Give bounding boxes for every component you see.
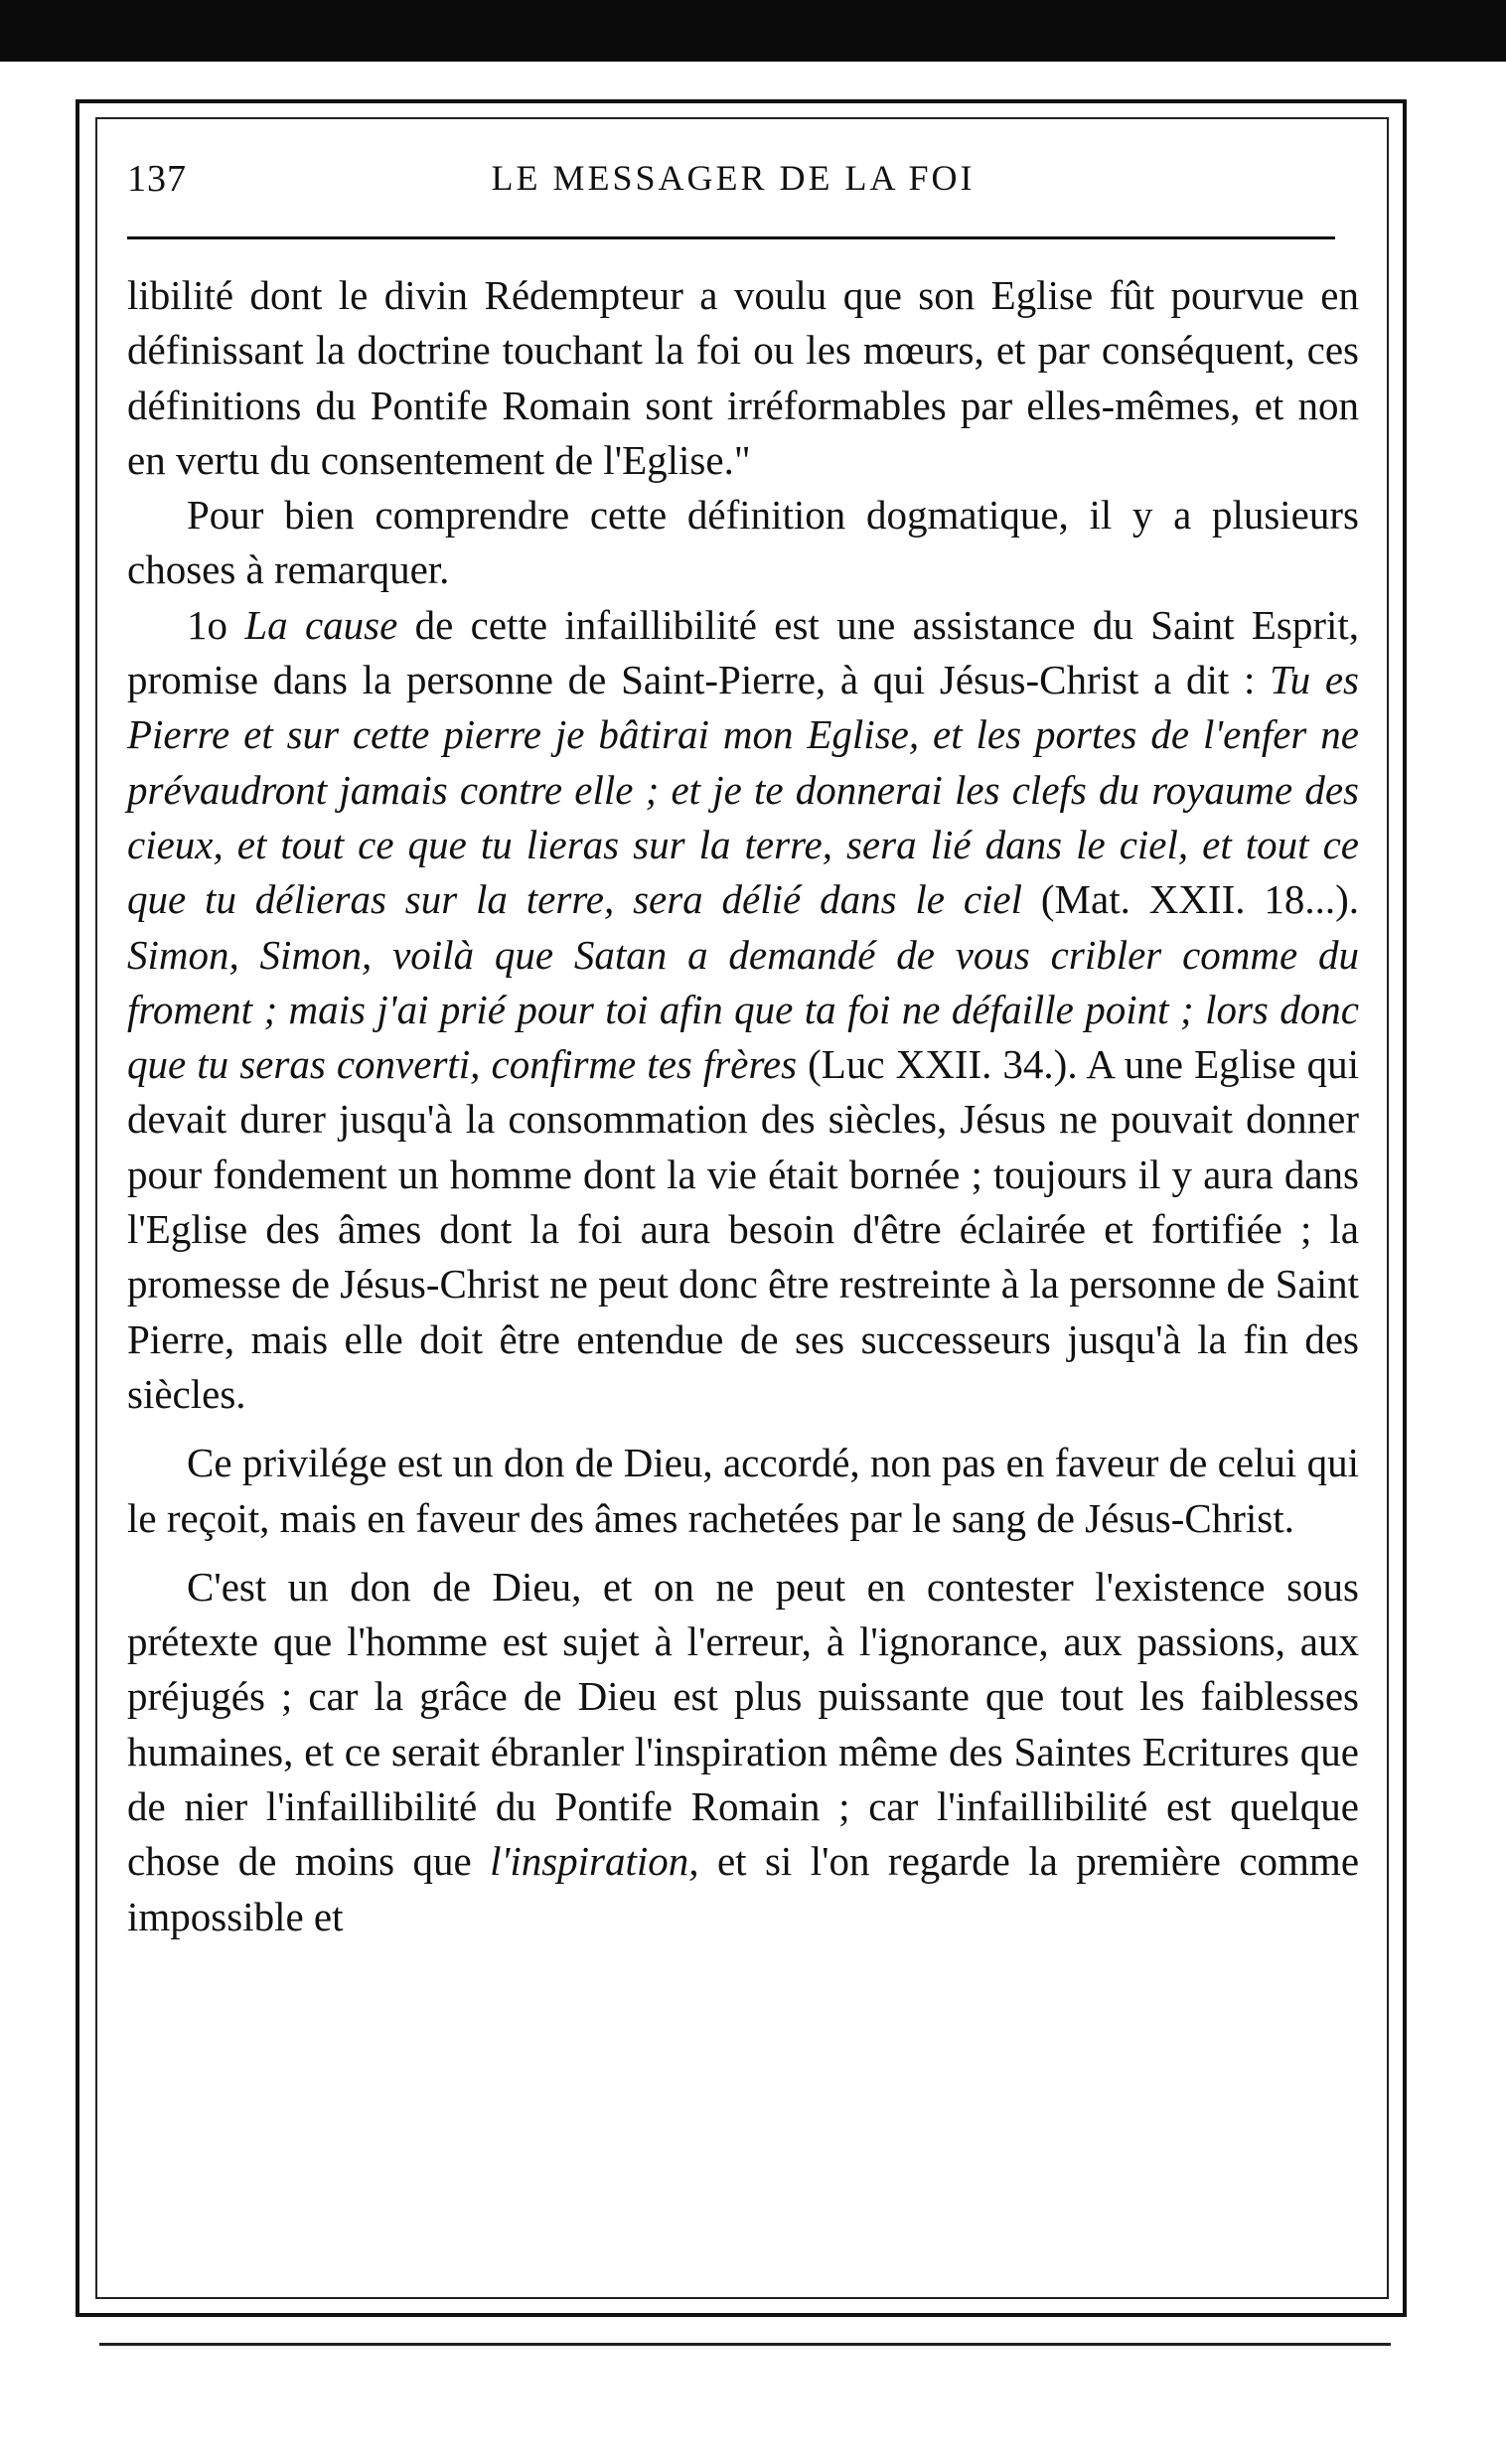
paragraph-4: Ce privilége est un don de Dieu, accordé, non pas en faveur de celui qui le reçoit, mais en faveur des âmes rachetées par le sang de Jésus-Christ. (127, 1440, 1359, 1541)
scan-top-band (0, 0, 1506, 62)
running-title: LE MESSAGER DE LA FOI (491, 158, 976, 198)
reference-luke: (Luc XXII. 34.). (808, 1041, 1078, 1088)
header-rule (127, 236, 1335, 239)
scripture-quote-matthew: Tu es Pierre et sur cette pierre je bâtirai mon Eglise, et les portes de l'enfer ne prévaudront jamais contre elle ; et je te donnerai les clefs du royaume des cieux, et tout ce que tu lieras sur la terre, sera lié dans le ciel, et tout ce que tu délieras sur la terre, sera délié dans le ciel (127, 657, 1359, 923)
section-number: 1o (187, 601, 227, 648)
paragraph-5 (127, 1560, 1359, 1944)
page-number: 137 (127, 158, 187, 200)
scripture-quote-luke: Simon, Simon, voilà que Satan a demandé de vous cribler comme du froment ; mais j'ai prié pour toi afin que ta foi ne défaille point ; lors donc que tu seras converti, confirme tes frères (127, 931, 1359, 1088)
paragraph-2: Pour bien comprendre cette définition dogmatique, il y a plusieurs choses à remarquer. (127, 492, 1359, 593)
page-header (127, 147, 1339, 207)
bottom-rule (99, 2343, 1391, 2346)
paragraph-5-text-b: et si l'on regarde la première comme impossible et (127, 1838, 1360, 1939)
body-text (127, 268, 1359, 1944)
paragraph-3 (127, 598, 1359, 1422)
emphasis-la-cause: La cause (244, 601, 398, 648)
paragraph-5-text-a: C'est un don de Dieu, et on ne peut en contester l'existence sous prétexte que l'homme est sujet à l'erreur, à l'ignorance, aux passions, aux préjugés ; car la grâce de Dieu est plus puissante que tout les faiblesses humaines, et ce serait ébranler l'inspiration même des Saintes Ecritures que de nier l'infaillibilité du Pontife Romain ; car l'infaillibilité est quelque chose de moins que (127, 1563, 1359, 1885)
paragraph-1: libilité dont le divin Rédempteur a voulu que son Eglise fût pourvue en définissant la doctrine touchant la foi ou les mœurs, et par conséquent, ces définitions du Pontife Romain sont irréformables par elles-mêmes, et non en vertu du consentement de l'Eglise." (127, 272, 1359, 483)
emphasis-inspiration: l'inspiration, (490, 1838, 699, 1885)
paragraph-3-text-b: A une Eglise qui devait durer jusqu'à la consommation des siècles, Jésus ne pouvait donner pour fondement un homme dont la vie était bornée ; toujours il y aura dans l'Eglise des âmes dont la foi aura besoin d'être éclairée et fortifiée ; la promesse de Jésus-Christ ne peut donc être restreinte à la personne de Saint Pierre, mais elle doit être entendue de ses successeurs jusqu'à la fin des siècles. (127, 1041, 1360, 1417)
reference-matthew: (Mat. XXII. 18...). (1040, 876, 1360, 923)
paragraph-3-text-a: de cette infaillibilité est une assistance du Saint Esprit, promise dans la personne de Saint-Pierre, à qui Jésus-Christ a dit : (127, 601, 1360, 703)
